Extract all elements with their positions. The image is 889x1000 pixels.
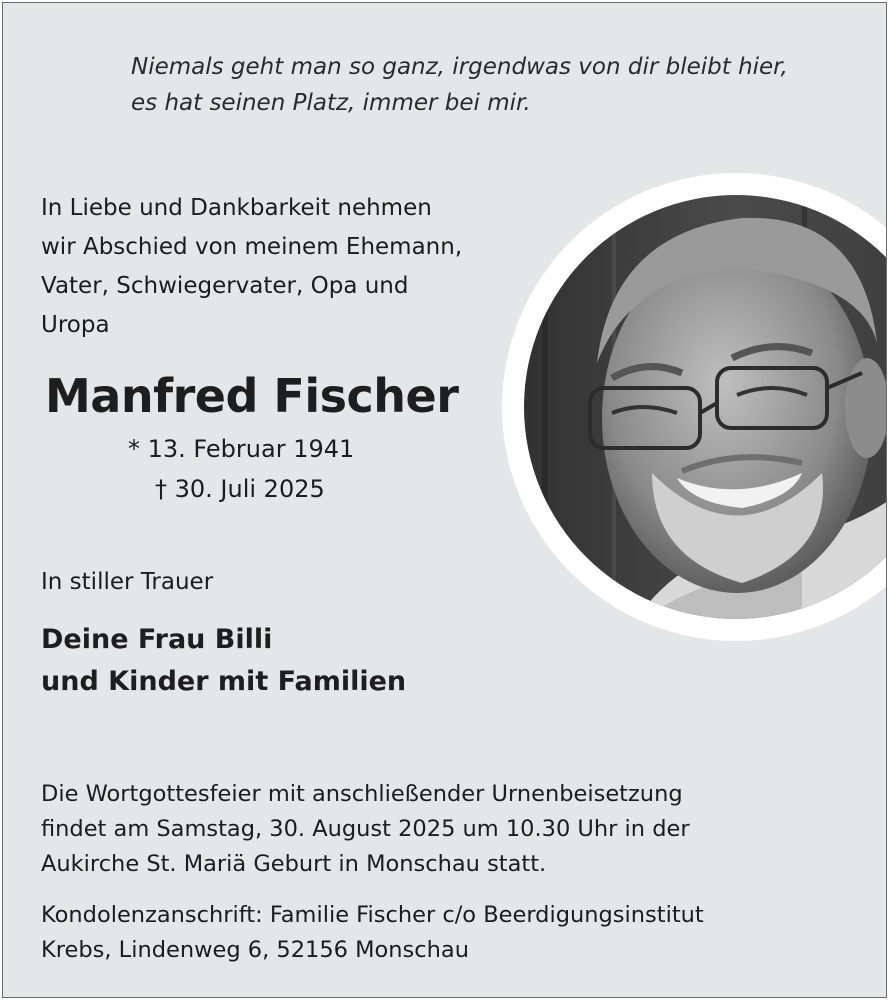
intro-line: Vater, Schwiegervater, Opa und xyxy=(41,273,409,299)
service-line: Aukirche St. Mariä Geburt in Monschau statt. xyxy=(41,851,547,877)
intro-text xyxy=(41,189,521,345)
condolence-address xyxy=(41,898,704,968)
intro-line: Uropa xyxy=(41,312,110,338)
service-info xyxy=(41,777,690,882)
mourners xyxy=(41,619,406,703)
condolence-line: Krebs, Lindenweg 6, 52156 Monschau xyxy=(41,937,469,963)
intro-line: wir Abschied von meinem Ehemann, xyxy=(41,234,463,260)
birth-date: * 13. Februar 1941 xyxy=(128,435,355,463)
condolence-line: Kondolenzanschrift: Familie Fischer c/o Beerdigungsinstitut xyxy=(41,902,704,928)
mourning-label: In stiller Trauer xyxy=(41,569,214,595)
quote-line: Niemals geht man so ganz, irgendwas von dir bleibt hier, xyxy=(131,54,788,80)
service-line: findet am Samstag, 30. August 2025 um 10.30 Uhr in der xyxy=(41,816,690,842)
mourner-line: und Kinder mit Familien xyxy=(41,666,407,697)
memorial-quote xyxy=(131,49,831,121)
mourner-line: Deine Frau Billi xyxy=(41,624,273,655)
deceased-name: Manfred Fischer xyxy=(45,369,459,423)
portrait-photo xyxy=(502,173,887,641)
intro-line: In Liebe und Dankbarkeit nehmen xyxy=(41,195,432,221)
death-date: † 30. Juli 2025 xyxy=(155,475,325,503)
service-line: Die Wortgottesfeier mit anschließender Urnenbeisetzung xyxy=(41,781,683,807)
quote-line: es hat seinen Platz, immer bei mir. xyxy=(131,90,531,116)
obituary-notice xyxy=(2,2,887,998)
